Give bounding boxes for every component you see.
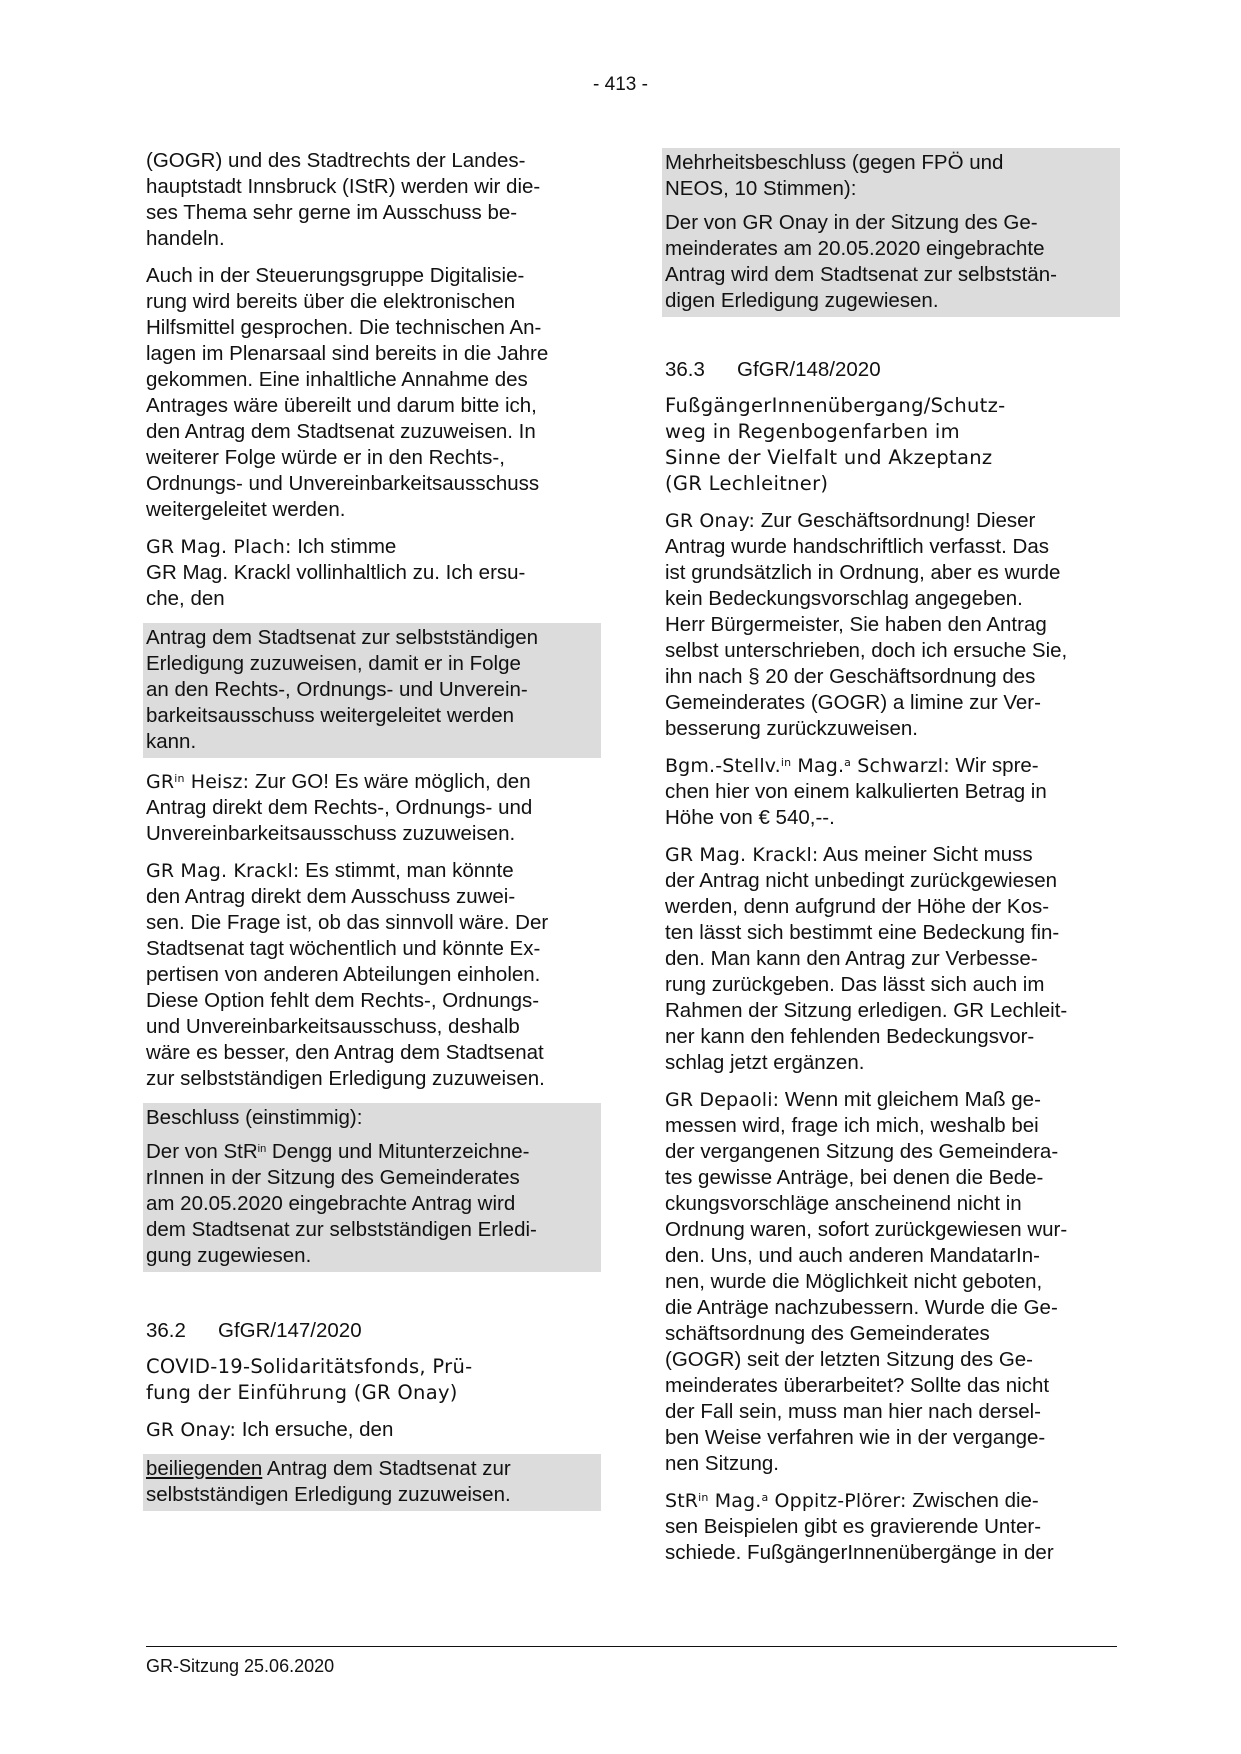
speaker-paragraph: GR Mag. Plach: Ich stimme GR Mag. Krackl vollinhaltlich zu. Ich ersu- che, den (146, 535, 526, 610)
speaker-paragraph: GR Depaoli: Wenn mit gleichem Maß ge- messen wird, frage ich mich, weshalb bei der vergangenen Sitzung des Gemeindera- tes gewisse Anträge, bei denen die Bede- ckungsvorschläge anscheinend nicht in Ordnung waren, sofort zurückgewiesen wur- den. Uns, und auch anderen MandatarIn- nen, wurde die Möglichkeit nicht geboten, die Anträge nachzubessern. Wurde die Ge- schäftsordnung des Gemeinderates (GOGR) seit der letzten Sitzung des Ge- meinderates überarbeitet? Sollte das nicht der Fall sein, muss man hier nach dersel- ben Weise verfahren wie in der vergange- nen Sitzung. (665, 1088, 1068, 1475)
paragraph: (GOGR) und des Stadtrechts der Landes- hauptstadt Innsbruck (IStR) werden wir die- ses Thema sehr gerne im Ausschuss be- handeln. (146, 149, 541, 250)
agenda-item-header (665, 357, 1117, 383)
page-number: - 413 - (593, 74, 648, 95)
speaker-name: GR Onay: (665, 510, 756, 532)
agenda-item-title: COVID-19-Solidaritätsfonds, Prü- fung der Einführung (GR Onay) (146, 1355, 473, 1404)
agenda-item-number: 36.3 (665, 358, 705, 381)
right-column (665, 148, 1117, 1577)
motion-text-box: Antrag dem Stadtsenat zur selbstständigen Erledigung zuzuweisen, damit er in Folge an den Rechts-, Ordnungs- und Unverein- barkeitsausschuss weitergeleitet werden kann. (143, 623, 601, 758)
speaker-paragraph: GR Mag. Krackl: Es stimmt, man könnte den Antrag direkt dem Ausschuss zuwei- sen. Die Frage ist, ob das sinnvoll wäre. Der Stadtsenat tagt wöchentlich und könnte Ex- pertisen von anderen Abteilungen einholen. Diese Option fehlt dem Rechts-, Ordnungs- und Unvereinbarkeitsausschuss, deshalb wäre es besser, den Antrag dem Stadtsenat zur selbstständigen Erledigung zuzuweisen. (146, 859, 549, 1090)
resolution-heading: Beschluss (einstimmig): (146, 1106, 363, 1129)
agenda-item-title: FußgängerInnenübergang/Schutz- weg in Regenbogenfarben im Sinne der Vielfalt und Akzeptanz (GR Lechleitner) (665, 394, 1006, 495)
speaker-name: $GR^{in}$ Heisz: (146, 771, 250, 793)
speaker-name: GR Onay: (146, 1419, 237, 1441)
footer-text: GR-Sitzung 25.06.2020 (146, 1656, 335, 1676)
speaker-paragraph: GR Onay: Zur Geschäftsordnung! Dieser Antrag wurde handschriftlich verfasst. Das ist grundsätzlich in Ordnung, aber es wurde kein Bedeckungsvorschlag angegeben. Herr Bürgermeister, Sie haben den Antrag selbst unterschrieben, doch ich ersuche Sie, ihn nach § 20 der Geschäftsordnung des Gemeinderates (GOGR) a limine zur Ver- besserung zurückzuweisen. (665, 509, 1068, 740)
footer-rule (146, 1646, 1117, 1647)
resolution-box: Beschluss (einstimmig): Der von StR$^{in}$ Dengg und Mitunterzeichne- rInnen in der Sitzung des Gemeinderates am 20.05.2020 eingebrachte Antrag wird dem Stadtsenat zur selbstständigen Erledi- gung zugewiesen. (143, 1103, 601, 1272)
paragraph: Auch in der Steuerungsgruppe Digitalisie- rung wird bereits über die elektronischen Hilfsmittel gesprochen. Die technischen An- lagen im Plenarsaal sind bereits in die Jahre gekommen. Eine inhaltliche Annahme des Antrages wäre übereilt und darum bitte ich, den Antrag dem Stadtsenat zuzuweisen. In weiterer Folge würde er in den Rechts-, Ordnungs- und Unvereinbarkeitsausschuss weitergeleitet werden. (146, 264, 549, 521)
speaker-paragraph: GR Onay: Ich ersuche, den (146, 1418, 394, 1441)
speaker-paragraph: StR$^{in}$ Mag.$^a$ Oppitz-Plörer: Zwischen die- sen Beispielen gibt es gravierende Unter- schiede. FußgängerInnenübergänge in der (665, 1489, 1054, 1564)
speaker-name: StR$^{in}$ Mag.$^a$ Oppitz-Plörer: (665, 1490, 907, 1512)
agenda-item-code: GfGR/148/2020 (737, 358, 881, 381)
speaker-name: GR Depaoli: (665, 1089, 780, 1111)
agenda-item-number: 36.2 (146, 1319, 186, 1342)
agenda-item-header (146, 1318, 598, 1344)
underlined-word: beiliegenden (146, 1457, 263, 1480)
speaker-paragraph: GR Mag. Krackl: Aus meiner Sicht muss der Antrag nicht unbedingt zurückgewiesen werden, denn aufgrund der Höhe der Kos- ten lässt sich bestimmt eine Bedeckung fin- den. Man kann den Antrag zur Verbesse- rung zurückgeben. Das lässt sich auch im Rahmen der Sitzung erledigen. GR Lechleit- ner kann den fehlenden Bedeckungsvor- schlag jetzt ergänzen. (665, 843, 1068, 1074)
agenda-item-code: GfGR/147/2020 (218, 1319, 362, 1342)
speaker-name: GR Mag. Krackl: (665, 844, 819, 866)
speaker-name: Bgm.-Stellv.$^{in}$ Mag.$^a$ Schwarzl: (665, 755, 950, 777)
resolution-box: Mehrheitsbeschluss (gegen FPÖ und NEOS, 10 Stimmen): Der von GR Onay in der Sitzung des Ge- meinderates am 20.05.2020 eingebrachte Antrag wird dem Stadtsenat zur selbststän- digen Erledigung zugewiesen. (662, 148, 1120, 317)
left-column (146, 148, 598, 1511)
resolution-heading: Mehrheitsbeschluss (gegen FPÖ und NEOS, 10 Stimmen): (665, 151, 1004, 200)
speaker-paragraph: $GR^{in}$ Heisz: Zur GO! Es wäre möglich, den Antrag direkt dem Rechts-, Ordnungs- und Unvereinbarkeitsausschuss zuzuweisen. (146, 770, 533, 845)
motion-text-box: beiliegenden Antrag dem Stadtsenat zur selbstständigen Erledigung zuzuweisen. (143, 1454, 601, 1511)
speaker-paragraph: Bgm.-Stellv.$^{in}$ Mag.$^a$ Schwarzl: Wir spre- chen hier von einem kalkulierten Betrag in Höhe von € 540,--. (665, 754, 1047, 829)
speaker-name: GR Mag. Plach: (146, 536, 292, 558)
speaker-name: GR Mag. Krackl: (146, 860, 300, 882)
